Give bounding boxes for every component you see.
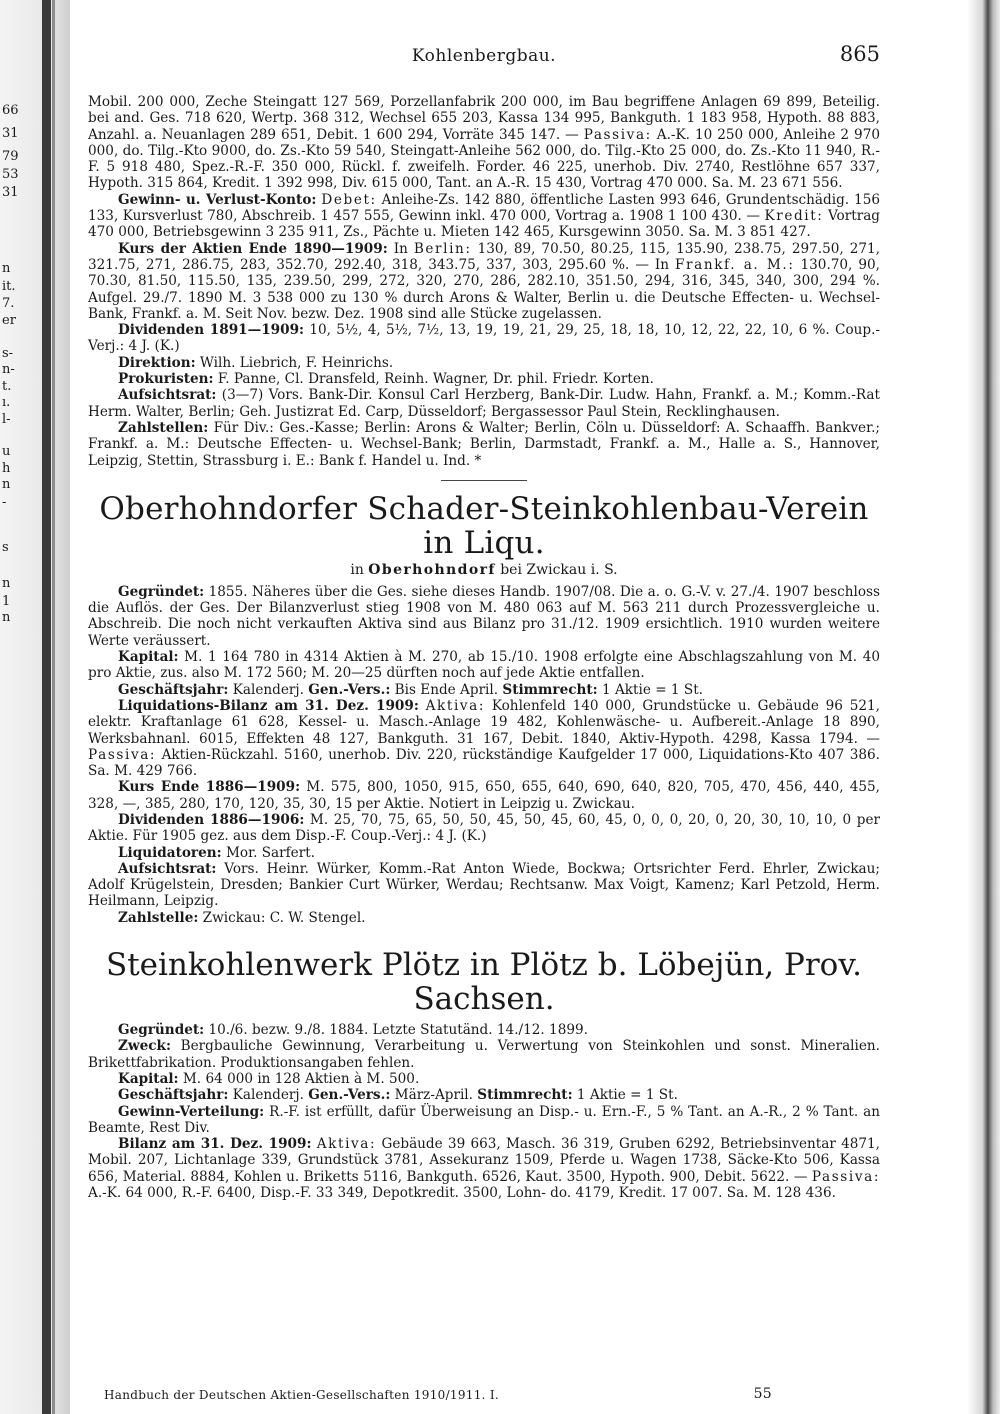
- margin-fragment: 79: [2, 149, 19, 164]
- margin-fragment: 7.: [2, 296, 15, 311]
- founded: Gegründet: 10./6. bezw. 9./8. 1884. Letzte Statutänd. 14./12. 1899.: [118, 1022, 588, 1039]
- dividends: Dividenden 1886—1906: M. 25, 70, 75, 65, 50, 50, 45, 50, 45, 60, 45, 0, 0, 0, 20, 0, 20, 30, 10, 10, 0 per Aktie. Für 1905 gez. aus dem Disp.-F. Coup.-Verj.: 4 J. (K.): [88, 811, 880, 845]
- page-number: 865: [839, 42, 880, 66]
- margin-fragment: n: [2, 477, 11, 492]
- company-title: Oberhohndorfer Schader-Steinkohlenbau-Verein in Liqu.: [99, 490, 869, 561]
- company-title: Steinkohlenwerk Plötz in Plötz b. Löbejün, Prov. Sachsen.: [105, 947, 863, 1018]
- margin-fragment: l-: [2, 412, 11, 427]
- margin-fragment: s-: [2, 346, 14, 361]
- margin-fragment: n: [2, 576, 11, 591]
- management: Direktion: Wilh. Liebrich, F. Heinrichs.: [118, 354, 394, 371]
- binding-shadow-light: [52, 0, 55, 1414]
- margin-fragment: er: [2, 313, 16, 328]
- margin-fragment: t.: [2, 379, 12, 394]
- profit-distribution: Gewinn-Verteilung: R.-F. ist erfüllt, dafür Überweisung an Disp.- u. Ern.-F., 5 % Tant. an A.-R., 2 % Tant. an Beamte, Rest Div.: [88, 1103, 880, 1136]
- capital: Kapital: M. 1 164 780 in 4314 Aktien à M. 270, ab 15./10. 1908 erfolgte eine Abschlagszahlung von M. 40 pro Aktie, zus. also M. 172 560; M. 20—25 dürften noch auf jede Aktie entfallen.: [88, 649, 880, 682]
- balance-sheet: Bilanz am 31. Dez. 1909: Aktiva: Gebäude 39 663, Masch. 36 319, Gruben 6292, Betriebsinventar 4871, Mobil. 207, Lichtanlage 339, Grundstück 3781, Assekuranz 1509, Pferde u. Wagen 1738, Säcke-Kto 506, Kassa 656, Material. 8884, Kohlen u. Briketts 5116, Bankguth. 6526, Kaut. 3500, Hypoth. 900, Debit. 5622. — Passiva: A.-K. 64 000, R.-F. 6400, Disp.-F. 33 349, Depotkredit. 3500, Lohn- do. 4179, Kredit. 17 007. Sa. M. 128 436.: [88, 1136, 880, 1202]
- entry-continued: [88, 94, 880, 469]
- entry-oberhohndorf: [88, 584, 880, 926]
- margin-fragment: n: [2, 610, 11, 625]
- supervisory-board: Aufsichtsrat: Vors. Heinr. Würker, Komm.-Rat Anton Wiede, Bockwa; Ortsrichter Ferd. Ehrler, Zwickau; Adolf Krügelstein, Dresden; Bankier Curt Würker, Werdau; Rechtsanw. Max Voigt, Kamenz; Karl Petzold, Herm. Heilmann, Leipzig.: [88, 860, 880, 910]
- binding-shadow: [42, 0, 51, 1414]
- margin-fragment: 53: [2, 167, 19, 182]
- entry-ploetz: [88, 1022, 880, 1201]
- margin-fragment: 31: [2, 126, 19, 141]
- left-page-edge: [0, 0, 70, 1414]
- signature-mark: 55: [753, 1386, 772, 1402]
- founded: Gegründet: 1855. Näheres über die Ges. siehe dieses Handb. 1907/08. Die a. o. G.-V. v. 27./4. 1907 beschloss die Auflös. der Ges. Der Bilanzverlust stieg 1908 von M. 480 063 auf M. 563 211 durch Prozessvergleiche u. Abschreib. Die noch nicht verkauften Aktiva sind aus Bilanz pro 31./12. 1909 ersichtlich. 1910 wurden weitere Werte veräussert.: [88, 583, 880, 649]
- margin-fragment: ı.: [2, 395, 11, 410]
- margin-fragment: 66: [2, 103, 19, 118]
- dividends: Dividenden 1891—1909: 10, 5½, 4, 5½, 7½, 13, 19, 19, 21, 29, 25, 18, 18, 10, 12, 22, 22, 10, 6 %. Coup.-Verj.: 4 J. (K.): [88, 322, 880, 355]
- section-divider: [441, 480, 527, 481]
- paying-agent: Zahlstelle: Zwickau: C. W. Stengel.: [118, 909, 366, 926]
- profit-loss-account: Gewinn- u. Verlust-Konto: Debet: Anleihe-Zs. 142 880, öffentliche Lasten 993 646, Grundentschädig. 156 133, Kursverlust 780, Abschreib. 1 457 555, Gewinn inkl. 470 000, Vortrag a. 1908 1 100 430. — Kredit: Vortrag 470 000, Betriebsgewinn 3 235 911, Zs., Pächte u. Mieten 142 465, Kursgewinn 3050. Sa. M. 3 851 427.: [88, 191, 881, 241]
- margin-fragment: s: [2, 540, 9, 555]
- right-page-edge: [968, 0, 1000, 1414]
- margin-fragment: 31: [2, 185, 19, 200]
- margin-fragment: it.: [2, 279, 16, 294]
- margin-fragment: -: [2, 495, 7, 510]
- business-year: Geschäftsjahr: Kalenderj. Gen.-Vers.: Bis Ende April. Stimmrecht: 1 Aktie = 1 St.: [118, 681, 704, 698]
- margin-fragment: h: [2, 461, 11, 476]
- margin-fragment: u: [2, 444, 11, 459]
- paying-agents: Zahlstellen: Für Div.: Ges.-Kasse; Berlin: Arons & Walter; Berlin, Cöln u. Düsseldorf: A. Schaaffh. Bankver.; Frankf. a. M.: Deutsche Effecten- u. Wechsel-Bank; Berlin, Darmstadt, Frankf. a. M., Halle a. S., Hannover, Leipzig, Stettin, Strassburg i. E.: Bank f. Handel u. Ind. *: [88, 419, 880, 469]
- margin-fragment: n: [2, 261, 11, 276]
- business-year: Geschäftsjahr: Kalenderj. Gen.-Vers.: März-April. Stimmrecht: 1 Aktie = 1 St.: [118, 1087, 678, 1104]
- liquidation-balance: Liquidations-Bilanz am 31. Dez. 1909: Aktiva: Kohlenfeld 140 000, Grundstücke u. Gebäude 96 521, elektr. Kraftanlage 61 628, Kessel- u. Masch.-Anlage 19 482, Kohlenwäsche- u. Aufbereit.-Anlage 18 890, Werksbahnanl. 6015, Effekten 48 127, Bankguth. 31 167, Debit. 1840, Aktiv-Hypoth. 4298, Kassa 1794. — Passiva: Aktien-Rückzahl. 5160, unerhob. Div. 220, rückständige Kaufgelder 17 000, Liquidations-Kto 407 386. Sa. M. 429 766.: [88, 697, 880, 780]
- page-header: [88, 42, 880, 72]
- margin-fragment: 1: [2, 594, 11, 609]
- publication-line: Handbuch der Deutschen Aktien-Gesellschaften 1910/1911. I.: [104, 1388, 500, 1402]
- page-content: [88, 42, 880, 1201]
- liquidators: Liquidatoren: Mor. Sarfert.: [118, 844, 315, 861]
- authorized-officers: Prokuristen: F. Panne, Cl. Dransfeld, Reinh. Wagner, Dr. phil. Friedr. Korten.: [118, 371, 654, 388]
- purpose: Zweck: Bergbauliche Gewinnung, Verarbeitung u. Verwertung von Steinkohlen und sonst. Mineralien. Brikettfabrikation. Produktionsangaben fehlen.: [88, 1038, 880, 1071]
- company-location: in Oberhohndorf bei Zwickau i. S.: [350, 561, 618, 578]
- share-prices: Kurs Ende 1886—1909: M. 575, 800, 1050, 915, 650, 655, 640, 690, 640, 820, 705, 470, 456, 440, 455, 328, —, 385, 280, 170, 120, 35, 30, 15 per Aktie. Notiert in Leipzig u. Zwickau.: [88, 779, 880, 812]
- margin-fragment: n-: [2, 362, 15, 377]
- running-title: Kohlenbergbau.: [411, 46, 557, 66]
- balance-continuation: Mobil. 200 000, Zeche Steingatt 127 569, Porzellanfabrik 200 000, im Bau begriffene Anlagen 69 899, Beteilig. bei and. Ges. 718 620, Wertp. 368 312, Wechsel 655 203, Kassa 134 995, Bankguth. 1 183 958, Hypoth. 88 883, Anzahl. a. Neuanlagen 289 651, Debit. 1 600 294, Vorräte 345 147. — Passiva: A.-K. 10 250 000, Anleihe 2 970 000, do. Tilg.-Kto 9000, do. Zs.-Kto 59 540, Steingatt-Anleihe 562 000, do. Tilg.-Kto 25 000, do. Zs.-Kto 11 940, R.-F. 5 918 480, Spez.-R.-F. 350 000, Rückl. f. zweifelh. Forder. 46 225, unerhob. Div. 2740, Restlöhne 657 337, Hypoth. 315 864, Kredit. 1 392 998, Div. 615 000, Tant. an A.-R. 15 430, Vortrag 470 000. Sa. M. 23 671 556.: [88, 94, 880, 192]
- share-prices: Kurs der Aktien Ende 1890—1909: In Berlin: 130, 89, 70.50, 80.25, 115, 135.90, 238.75, 297.50, 271, 321.75, 271, 286.75, 283, 352.70, 292.40, 318, 343.75, 337, 303, 295.60 %. — In Frankf. a. M.: 130.70, 90, 70.30, 81.50, 115.50, 135, 239.50, 299, 272, 320, 270, 286, 282.10, 351.50, 294, 316, 345, 340, 300, 294 %. Aufgel. 29./7. 1890 M. 3 538 000 zu 130 % durch Arons & Walter, Berlin u. die Deutsche Effecten- u. Wechsel-Bank, Frankf. a. M. Seit Nov. bezw. Dez. 1908 sind alle Stücke zugelassen.: [88, 240, 880, 322]
- capital: Kapital: M. 64 000 in 128 Aktien à M. 500.: [118, 1070, 420, 1087]
- supervisory-board: Aufsichtsrat: (3—7) Vors. Bank-Dir. Konsul Carl Herzberg, Bank-Dir. Ludw. Hahn, Frankf. a. M.; Komm.-Rat Herm. Walter, Berlin; Geh. Justizrat Ed. Carp, Düsseldorf; Bergassessor Paul Stein, Recklinghausen.: [88, 387, 880, 420]
